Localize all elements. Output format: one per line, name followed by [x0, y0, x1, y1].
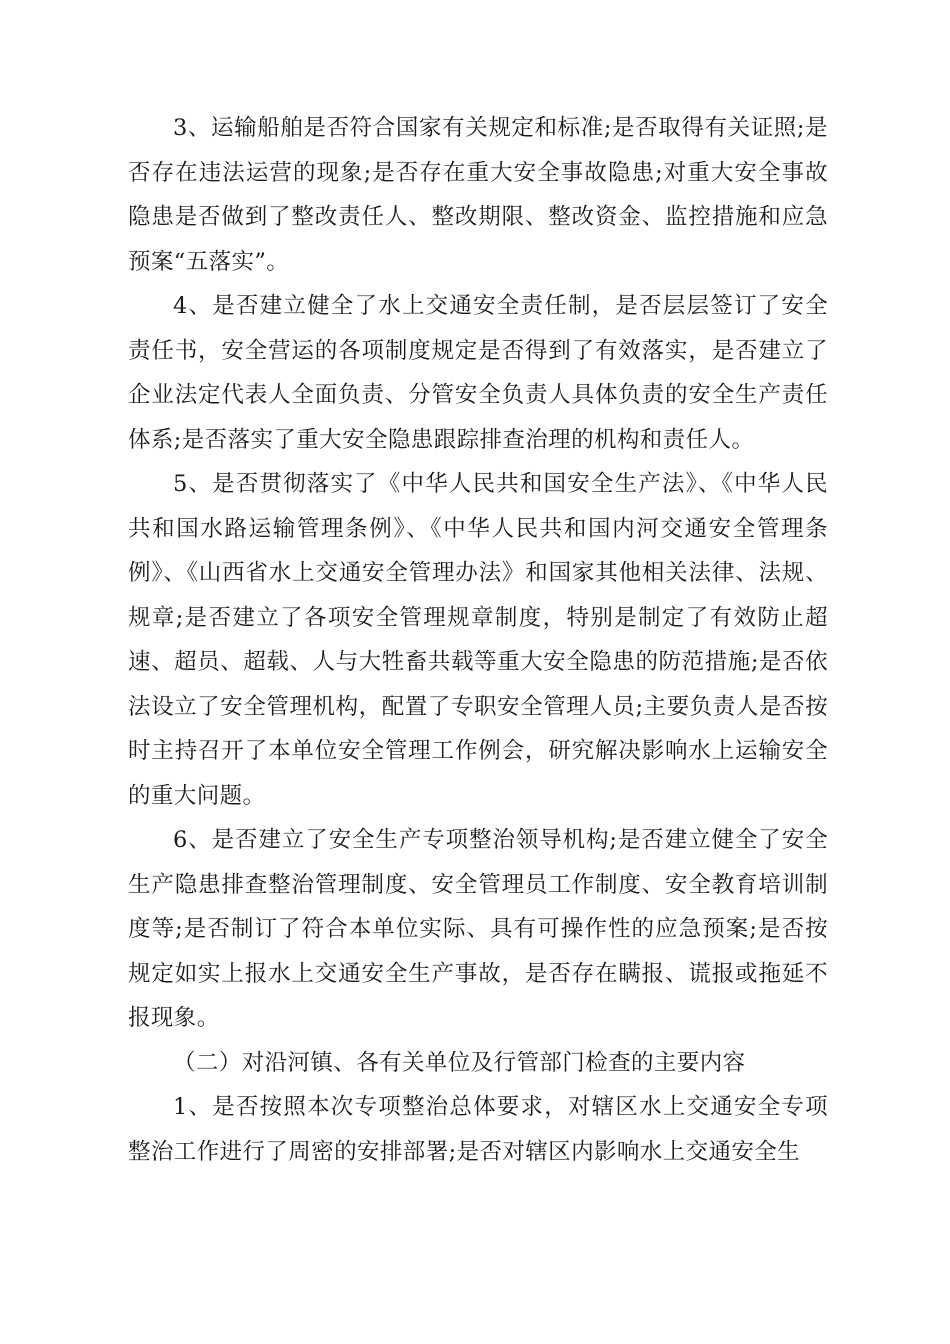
paragraph-item-1: 1、是否按照本次专项整治总体要求，对辖区水上交通安全专项整治工作进行了周密的安排部署;是否对辖区内影响水上交通安全生: [128, 1094, 828, 1165]
section-heading-2: （二）对沿河镇、各有关单位及行管部门检查的主要内容: [173, 1049, 746, 1076]
paragraph-item-5: 5、是否贯彻落实了《中华人民共和国安全生产法》、《中华人民共和国水路运输管理条例》、《中华人民共和国内河交通安全管理条例》、《山西省水上交通安全管理办法》和国家其他相关法律、法规、规章;是否建立了各项安全管理规章制度，特别是制定了有效防止超速、超员、超载、人与大牲畜共载等重大安全隐患的防范措施;是否依法设立了安全管理机构，配置了专职安全管理人员;主要负责人是否按时主持召开了本单位安全管理工作例会，研究解决影响水上运输安全的重大问题。: [128, 471, 828, 809]
paragraph-item-4: 4、是否建立健全了水上交通安全责任制，是否层层签订了安全责任书，安全营运的各项制度规定是否得到了有效落实，是否建立了企业法定代表人全面负责、分管安全负责人具体负责的安全生产责任体系;是否落实了重大安全隐患跟踪排查治理的机构和责任人。: [128, 293, 828, 453]
paragraph-item-6: 6、是否建立了安全生产专项整治领导机构;是否建立健全了安全生产隐患排查整治管理制度、安全管理员工作制度、安全教育培训制度等;是否制订了符合本单位实际、具有可操作性的应急预案;是否按规定如实上报水上交通安全生产事故，是否存在瞒报、谎报或拖延不报现象。: [128, 827, 828, 1031]
paragraph-item-3: 3、运输船舶是否符合国家有关规定和标准;是否取得有关证照;是否存在违法运营的现象;是否存在重大安全事故隐患;对重大安全事故隐患是否做到了整改责任人、整改期限、整改资金、监控措施和应急预案“五落实”。: [128, 115, 828, 275]
document-body: [128, 106, 828, 1174]
